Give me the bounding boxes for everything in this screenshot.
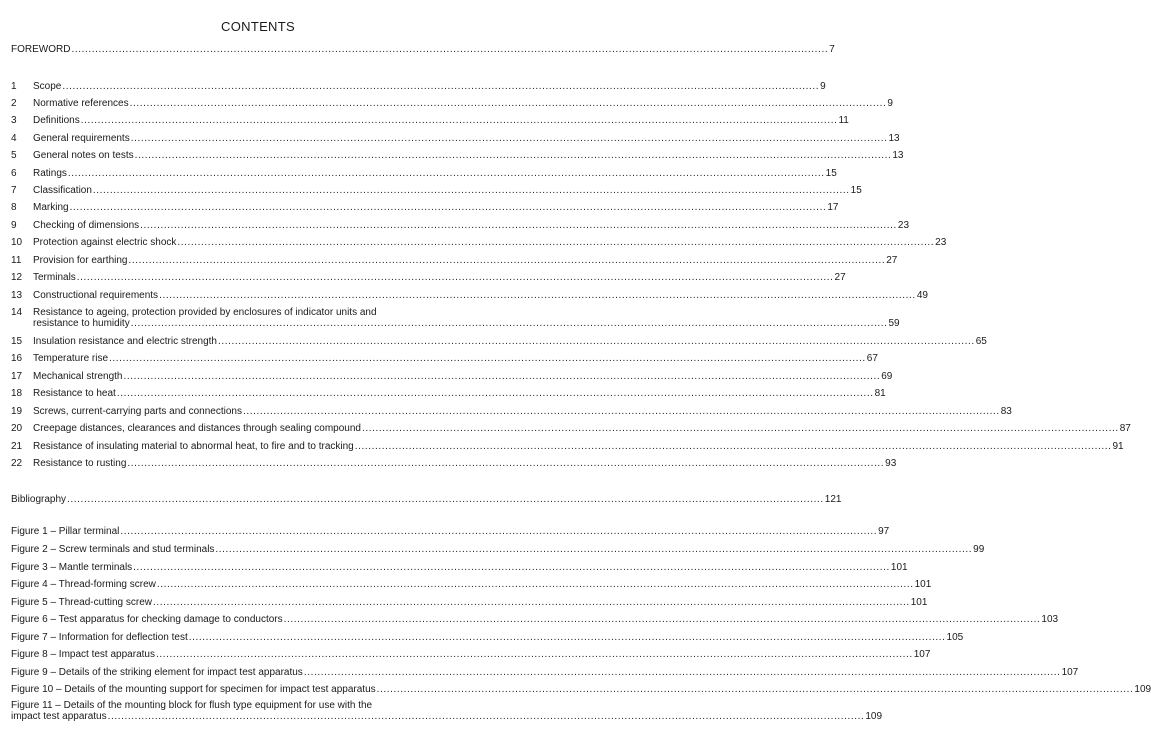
toc-label: Figure 4 – Thread-forming screw: [11, 579, 156, 590]
toc-entry-clause[interactable]: [11, 149, 904, 163]
toc-label: Classification: [33, 185, 92, 196]
leader-dots: [218, 335, 975, 349]
leader-dots: [284, 613, 1041, 627]
toc-label-line1: Figure 11 – Details of the mounting block for flush type equipment for use with the: [11, 700, 373, 711]
toc-page: 9: [820, 81, 826, 92]
toc-entry-figure[interactable]: [11, 648, 931, 662]
toc-label: General requirements: [33, 133, 130, 144]
toc-entry-clause[interactable]: [11, 289, 928, 303]
clause-number: 16: [11, 353, 23, 364]
toc-entry-clause[interactable]: [11, 114, 849, 128]
toc-label: Provision for earthing: [33, 255, 128, 266]
leader-dots: [70, 201, 827, 215]
leader-dots: [304, 666, 1061, 680]
leader-dots: [109, 352, 866, 366]
toc-page: 9: [887, 98, 893, 109]
leader-dots: [362, 422, 1119, 436]
clause-number: 6: [11, 168, 17, 179]
leader-dots: [355, 440, 1112, 454]
toc-label: Resistance to rusting: [33, 458, 127, 469]
toc-label-line1: Resistance to ageing, protection provided by enclosures of indicator units and: [33, 307, 377, 318]
clause-number: 22: [11, 458, 23, 469]
clause-number: 18: [11, 388, 23, 399]
toc-label: Resistance of insulating material to abnormal heat, to fire and to tracking: [33, 441, 354, 452]
toc-label: Figure 8 – Impact test apparatus: [11, 649, 155, 660]
toc-entry-figure[interactable]: [11, 631, 964, 645]
toc-label: Figure 7 – Information for deflection test: [11, 632, 188, 643]
toc-entry-clause[interactable]: [11, 457, 897, 471]
toc-entry-clause[interactable]: [11, 352, 878, 366]
toc-entry-clause[interactable]: [11, 422, 1131, 436]
toc-page: 27: [834, 272, 846, 283]
clause-number: 2: [11, 98, 17, 109]
toc-label: Protection against electric shock: [33, 237, 177, 248]
toc-entry-figure[interactable]: [11, 596, 928, 610]
toc-entry-figure[interactable]: [11, 613, 1059, 627]
toc-label: Temperature rise: [33, 353, 109, 364]
toc-label: General notes on tests: [33, 150, 134, 161]
clause-number: 4: [11, 133, 17, 144]
toc-page: 93: [885, 458, 897, 469]
leader-dots: [124, 370, 881, 384]
toc-entry-clause[interactable]: [11, 132, 900, 146]
leader-dots: [93, 184, 850, 198]
toc-label: Checking of dimensions: [33, 220, 140, 231]
toc-page: 13: [892, 150, 904, 161]
clause-number: 10: [11, 237, 23, 248]
toc-label: FOREWORD: [11, 44, 71, 55]
leader-dots: ................................................................................................................................................................................................................................: [130, 318, 888, 329]
leader-dots: [156, 648, 913, 662]
leader-dots: [133, 561, 890, 575]
toc-label: Terminals: [33, 272, 76, 283]
clause-number: 9: [11, 220, 17, 231]
clause-number: 3: [11, 115, 17, 126]
leader-dots: [177, 236, 934, 250]
toc-label: Figure 5 – Thread-cutting screw: [11, 597, 152, 608]
toc-entry-clause[interactable]: [11, 440, 1124, 454]
toc-page: 49: [916, 290, 928, 301]
clause-number: 12: [11, 272, 23, 283]
toc-page: 11: [838, 115, 849, 126]
toc-page: 13: [888, 133, 900, 144]
toc-label: Bibliography: [11, 494, 67, 505]
clause-number: 5: [11, 150, 17, 161]
toc-page: 99: [973, 544, 985, 555]
toc-label-line2: resistance to humidity: [33, 318, 130, 329]
toc-entry-clause[interactable]: [11, 370, 893, 384]
toc-page: 101: [910, 597, 928, 608]
leader-dots: [140, 219, 897, 233]
clause-number: 15: [11, 336, 23, 347]
toc-label: Mechanical strength: [33, 371, 123, 382]
toc-entry-clause[interactable]: [11, 184, 862, 198]
clause-number: 17: [11, 371, 23, 382]
toc-page: 67: [866, 353, 878, 364]
leader-dots: [215, 543, 972, 557]
toc-page: 69: [881, 371, 893, 382]
toc-page: 105: [946, 632, 964, 643]
toc-entry-clause[interactable]: [11, 80, 826, 94]
toc-page: 97: [878, 526, 890, 537]
leader-dots: [129, 254, 886, 268]
leader-dots: [127, 457, 884, 471]
toc-page: 65: [975, 336, 987, 347]
toc-label: Constructional requirements: [33, 290, 159, 301]
toc-page: 7: [829, 44, 835, 55]
toc-label: Figure 10 – Details of the mounting support for specimen for impact test apparatus: [11, 684, 376, 695]
page-title: CONTENTS: [221, 19, 295, 34]
leader-dots: [68, 167, 825, 181]
toc-page: 83: [1000, 406, 1012, 417]
leader-dots: [77, 271, 834, 285]
toc-entry-clause[interactable]: [11, 405, 1012, 419]
toc-entry-figure[interactable]: [11, 666, 1079, 680]
toc-page: 15: [850, 185, 862, 196]
toc-label: Screws, current-carrying parts and connections: [33, 406, 242, 417]
leader-dots: [67, 493, 824, 507]
toc-label: Ratings: [33, 168, 67, 179]
clause-number: 11: [11, 255, 22, 266]
leader-dots: [62, 80, 819, 94]
toc-entry-clause[interactable]: [11, 387, 886, 401]
toc-page: 107: [1061, 667, 1079, 678]
toc-page: 103: [1041, 614, 1059, 625]
toc-page: 59: [888, 318, 900, 329]
clause-number: 14: [11, 307, 23, 318]
toc-label: Normative references: [33, 98, 129, 109]
leader-dots: [131, 132, 888, 146]
toc-label: Resistance to heat: [33, 388, 116, 399]
toc-page: 17: [827, 202, 839, 213]
toc-page: 107: [913, 649, 931, 660]
toc-page: 121: [824, 494, 842, 505]
toc-label: Scope: [33, 81, 62, 92]
toc-entry-foreword[interactable]: [11, 43, 835, 57]
toc-page: 81: [874, 388, 886, 399]
leader-dots: ................................................................................................................................................................................................................................: [107, 711, 865, 722]
toc-label-line2: impact test apparatus: [11, 711, 107, 722]
toc-entry-figure[interactable]: [11, 683, 1151, 697]
toc-page: 23: [897, 220, 910, 231]
toc-entry-clause[interactable]: [11, 307, 900, 329]
toc-entry-clause[interactable]: [11, 271, 846, 285]
toc-page: 109: [865, 711, 883, 722]
leader-dots: [117, 387, 874, 401]
leader-dots: [159, 289, 916, 303]
toc-page: 23: [935, 237, 947, 248]
leader-dots: [189, 631, 946, 645]
leader-dots: [130, 97, 887, 111]
toc-entry-clause[interactable]: [11, 335, 987, 349]
leader-dots: [135, 149, 892, 163]
toc-label: Definitions: [33, 115, 80, 126]
clause-number: 8: [11, 202, 17, 213]
leader-dots: [71, 43, 828, 57]
toc-label: Figure 6 – Test apparatus for checking damage to conductors: [11, 614, 283, 625]
toc-page: 101: [890, 562, 908, 573]
toc-page: 87: [1119, 423, 1131, 434]
toc-page: 27: [886, 255, 898, 266]
toc-entry-clause[interactable]: [11, 97, 893, 111]
toc-entry-figure[interactable]: [11, 561, 908, 575]
toc-page: 109: [1134, 684, 1151, 695]
toc-entry-figure[interactable]: [11, 578, 932, 592]
clause-number: 19: [11, 406, 23, 417]
clause-number: 1: [11, 81, 17, 92]
toc-entry-figure[interactable]: [11, 700, 883, 722]
leader-dots: [120, 525, 877, 539]
clause-number: 20: [11, 423, 23, 434]
toc-page: 15: [825, 168, 837, 179]
toc-entry-figure[interactable]: [11, 525, 890, 539]
toc-entry-bibliography[interactable]: [11, 493, 842, 507]
toc-label: Creepage distances, clearances and distances through sealing compound: [33, 423, 361, 434]
toc-entry-clause[interactable]: [11, 201, 839, 215]
toc-page: 101: [914, 579, 932, 590]
clause-number: 7: [11, 185, 17, 196]
leader-dots: [377, 683, 1134, 697]
toc-label: Figure 2 – Screw terminals and stud terminals: [11, 544, 215, 555]
leader-dots: [153, 596, 910, 610]
clause-number: 13: [11, 290, 23, 301]
toc-label: Figure 9 – Details of the striking element for impact test apparatus: [11, 667, 303, 678]
leader-dots: [81, 114, 838, 128]
toc-entry-clause[interactable]: [11, 167, 837, 181]
toc-entry-clause[interactable]: [11, 254, 898, 268]
toc-label: Insulation resistance and electric strength: [33, 336, 217, 347]
toc-label: Figure 3 – Mantle terminals: [11, 562, 133, 573]
toc-entry-figure[interactable]: [11, 543, 985, 557]
toc-page: 91: [1112, 441, 1124, 452]
clause-number: 21: [11, 441, 23, 452]
toc-entry-clause[interactable]: [11, 219, 910, 233]
toc-label: Figure 1 – Pillar terminal: [11, 526, 120, 537]
toc-entry-clause[interactable]: [11, 236, 947, 250]
leader-dots: [157, 578, 914, 592]
toc-label: Marking: [33, 202, 69, 213]
leader-dots: [243, 405, 1000, 419]
